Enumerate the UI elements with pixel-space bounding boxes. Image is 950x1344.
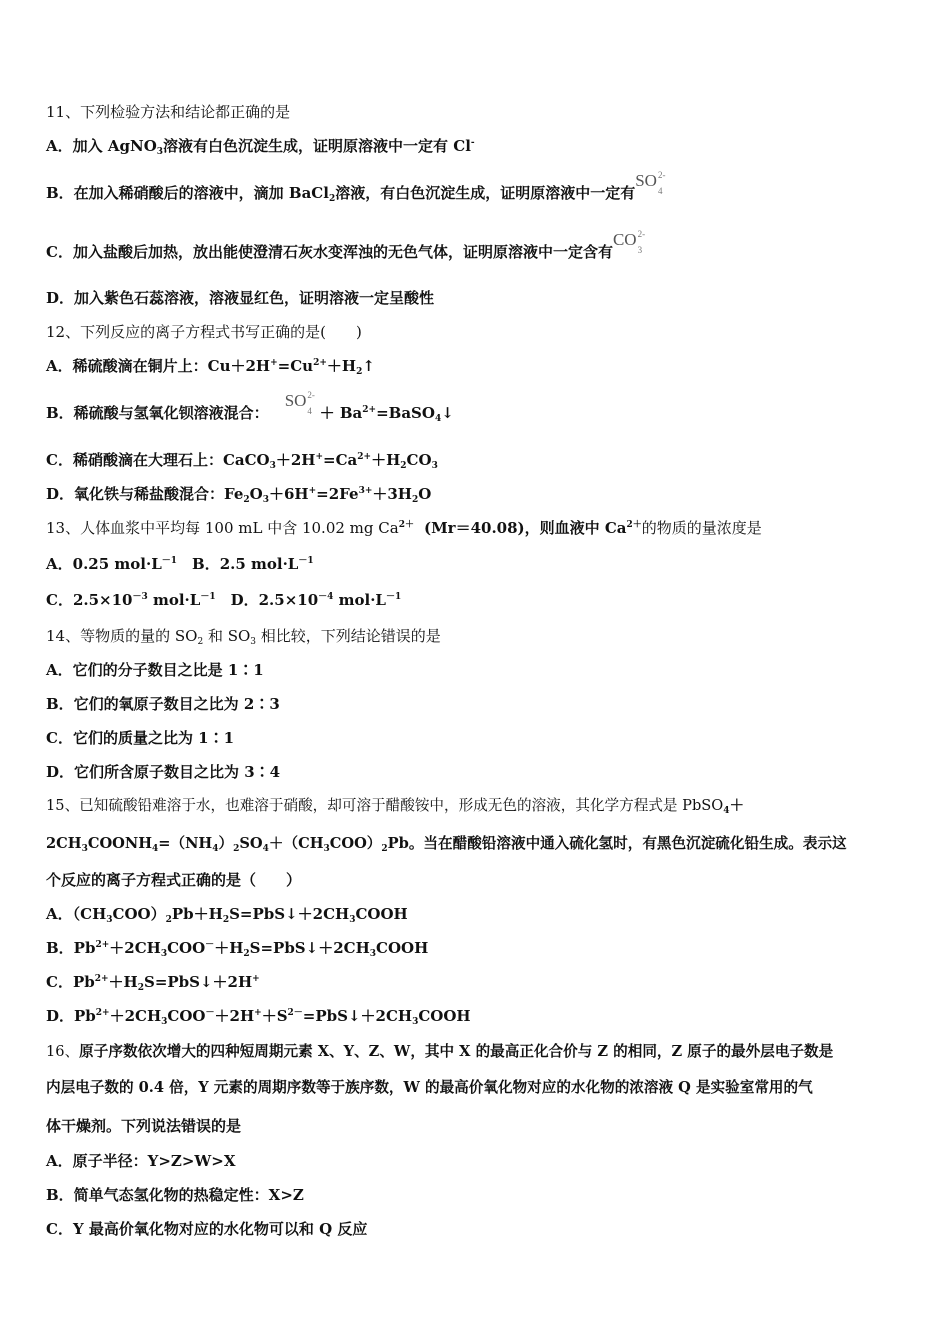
- q16-stem-line1: 16、原子序数依次增大的四种短周期元素 X、Y、Z、W，其中 X 的最高正化合价与 Z 的相同，Z 原子的最外层电子数是: [46, 1043, 834, 1060]
- q13-options-cd: C．$2.5\times 10^{-3}$ $mol\cdot L^{-1}$ D．$2.5\times 10^{-4}$ $mol\cdot L^{-1}$: [46, 591, 402, 609]
- q16-option-c: C．Y 最高价氧化物对应的水化物可以和 Q 反应: [46, 1220, 368, 1238]
- q15-option-d: D．$Pb^{2+}+2CH_3COO^-+2H^++S^{2-}=PbS↓+2CH_3COOH$: [46, 1007, 471, 1027]
- q15-option-a: A．$(CH_3COO)_2Pb+H_2S=PbS↓+2CH_3COOH$: [46, 905, 408, 925]
- q14-stem: 14、等物质的量的 $SO_2$ 和 $SO_3$ 相比较，下列结论错误的是: [46, 627, 441, 647]
- sulfate-ion-formula: SO 2- 4: [635, 170, 666, 196]
- q12-option-c: C．稀硝酸滴在大理石上：$CaCO_3+2H^+=Ca^{2+}+H_2CO_3$: [46, 451, 438, 471]
- q12-option-a: A．稀硫酸滴在铜片上：$Cu+2H^+=Cu^{2+}+H_2↑$: [46, 357, 375, 377]
- q14-option-c: C．它们的质量之比为 1∶1: [46, 729, 235, 747]
- q15-stem-line3: 个反应的离子方程式正确的是（ ）: [46, 871, 302, 889]
- q12-option-d: D．氧化铁与稀盐酸混合：$Fe_2O_3+6H^+=2Fe^{3+}+3H_2O$: [46, 485, 432, 505]
- q12-stem: 12、下列反应的离子方程式书写正确的是( ): [46, 323, 362, 341]
- q14-option-d: D．它们所含原子数目之比为 3∶4: [46, 763, 281, 781]
- q16-option-b: B．简单气态氢化物的热稳定性：X>Z: [46, 1186, 304, 1204]
- q15-option-c: C．$Pb^{2+}+H_2S=PbS↓+2H^+$: [46, 973, 260, 993]
- q15-option-b: B．$Pb^{2+}+2CH_3COO^-+H_2S=PbS↓+2CH_3COOH$: [46, 939, 429, 959]
- q11-option-d: D．加入紫色石蕊溶液，溶液显红色，证明溶液一定呈酸性: [46, 289, 435, 307]
- q13-stem: 13、人体血浆中平均每 100 mL 中含 10.02 mg $Ca^{2+}$ (Mr＝40.08)，则血液中 $Ca^{2+}$的物质的量浓度是: [46, 519, 762, 537]
- q16-stem-line3: 体干燥剂。下列说法错误的是: [46, 1117, 242, 1135]
- q13-options-ab: A．0.25 $mol\cdot L^{-1}$ B．2.5 $mol\cdot L^{-1}$: [46, 555, 314, 573]
- q15-stem-line1: 15、已知硫酸铅难溶于水，也难溶于硝酸，却可溶于醋酸铵中，形成无色的溶液，其化学方程式是 PbSO$_4$＋: [46, 797, 745, 816]
- q12-option-b: B．稀硫酸与氢氧化钡溶液混合：SO 2- 4 ＋ $Ba^{2+}=BaSO_4↓$: [46, 390, 454, 424]
- q11-option-c: C．加入盐酸后加热，放出能使澄清石灰水变浑浊的无色气体，证明原溶液中一定含有CO 2- 3: [46, 229, 646, 261]
- q11-option-b: B．在加入稀硝酸后的溶液中，滴加 BaCl$_2$溶液，有白色沉淀生成，证明原溶液中一定有SO 2- 4: [46, 170, 666, 204]
- q11-option-a: A．加入 AgNO$_3$溶液有白色沉淀生成，证明原溶液中一定有 Cl-: [46, 137, 475, 157]
- q15-stem-line2: $2CH_3COONH_4=(NH_4)_2SO_4+(CH_3COO)_2Pb$。当在醋酸铅溶液中通入硫化氢时，有黑色沉淀硫化铅生成。表示这: [46, 835, 847, 854]
- q14-option-b: B．它们的氧原子数目之比为 2∶3: [46, 695, 280, 713]
- q14-option-a: A．它们的分子数目之比是 1∶1: [46, 661, 264, 679]
- q11-stem: 11、下列检验方法和结论都正确的是: [46, 103, 291, 121]
- q16-stem-line2: 内层电子数的 0.4 倍，Y 元素的周期序数等于族序数，W 的最高价氧化物对应的水化物的浓溶液 Q 是实验室常用的气: [46, 1079, 813, 1096]
- sulfate-ion-formula: SO 2- 4: [284, 390, 315, 416]
- carbonate-ion-formula: CO 2- 3: [612, 229, 646, 255]
- q16-option-a: A．原子半径：Y>Z>W>X: [46, 1152, 236, 1170]
